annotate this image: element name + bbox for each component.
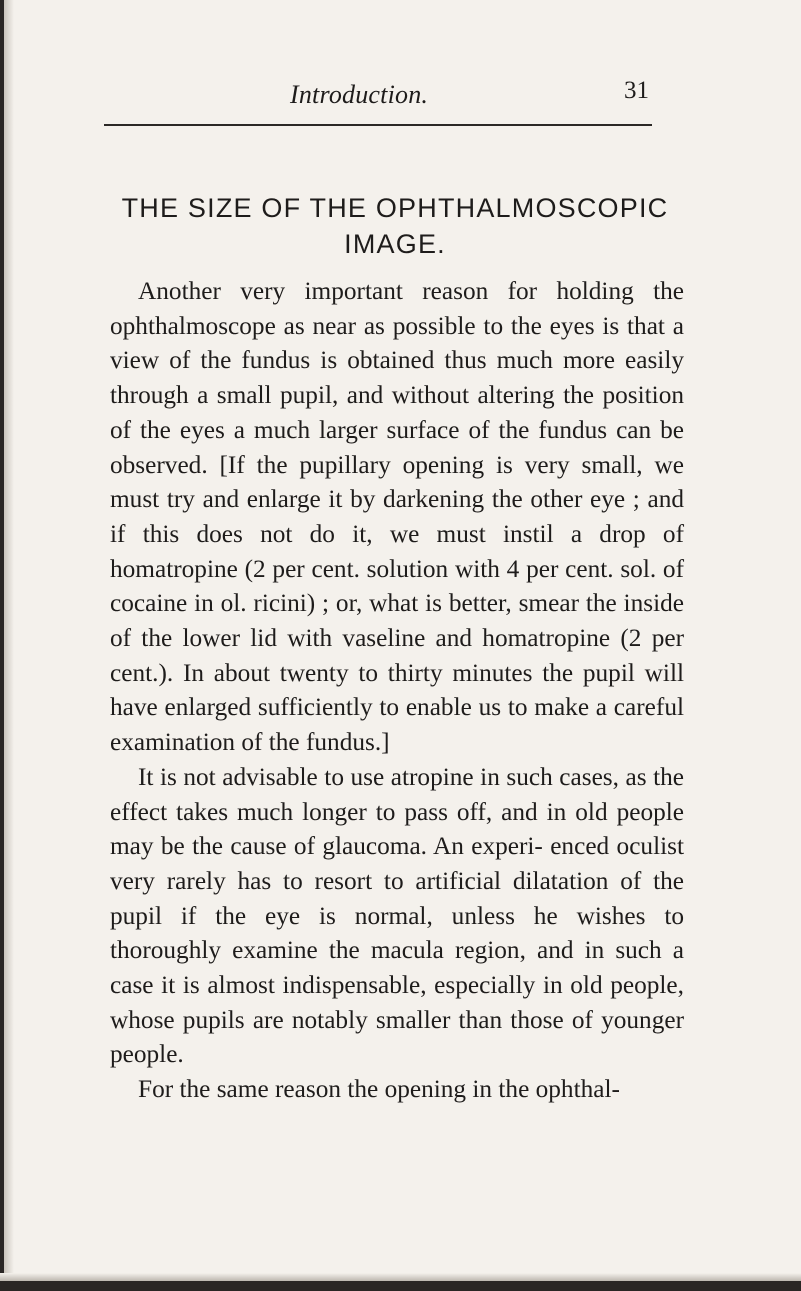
paragraph-2: It is not advisable to use atropine in such cases, as the effect takes much longer to pass off, and in old people may be the cause of glaucoma. An experi- enced oculist very rarely has to resort to artificial dilatation of the pupil if the eye is normal, unless he wishes to thoroughly examine the macula region, and in such a case it is almost indispensable, especially in old people, whose pupils are notably smaller than those of younger people. xyxy=(110,762,684,1069)
page-bottom-shadow xyxy=(0,1273,801,1281)
running-title: Introduction. xyxy=(290,80,429,109)
page-number: 31 xyxy=(624,77,649,104)
page-binding-shadow xyxy=(4,0,14,1291)
header-rule xyxy=(104,124,652,126)
body-text xyxy=(110,274,684,1107)
paragraph-3: For the same reason the opening in the ophthal- xyxy=(138,1075,620,1104)
paragraph-1: Another very important reason for holding the ophthalmoscope as near as possible to the eyes is that a view of the fundus is obtained thus much more easily through a small pupil, and without altering the position of the eyes a much larger surface of the fundus can be observed. [If the pupillary opening is very small, we must try and enlarge it by darkening the other eye ; and if this does not do it, we must instil a drop of homatropine (2 per cent. solution with 4 per cent. sol. of cocaine in ol. ricini) ; or, what is better, smear the inside of the lower lid with vaseline and homatropine (2 per cent.). In about twenty to thirty minutes the pupil will have enlarged sufficiently to enable us to make a careful examination of the fundus.] xyxy=(110,277,684,757)
section-title: THE SIZE OF THE OPHTHALMOSCOPIC IMAGE. xyxy=(121,193,669,259)
page-bottom-edge xyxy=(0,1281,801,1291)
